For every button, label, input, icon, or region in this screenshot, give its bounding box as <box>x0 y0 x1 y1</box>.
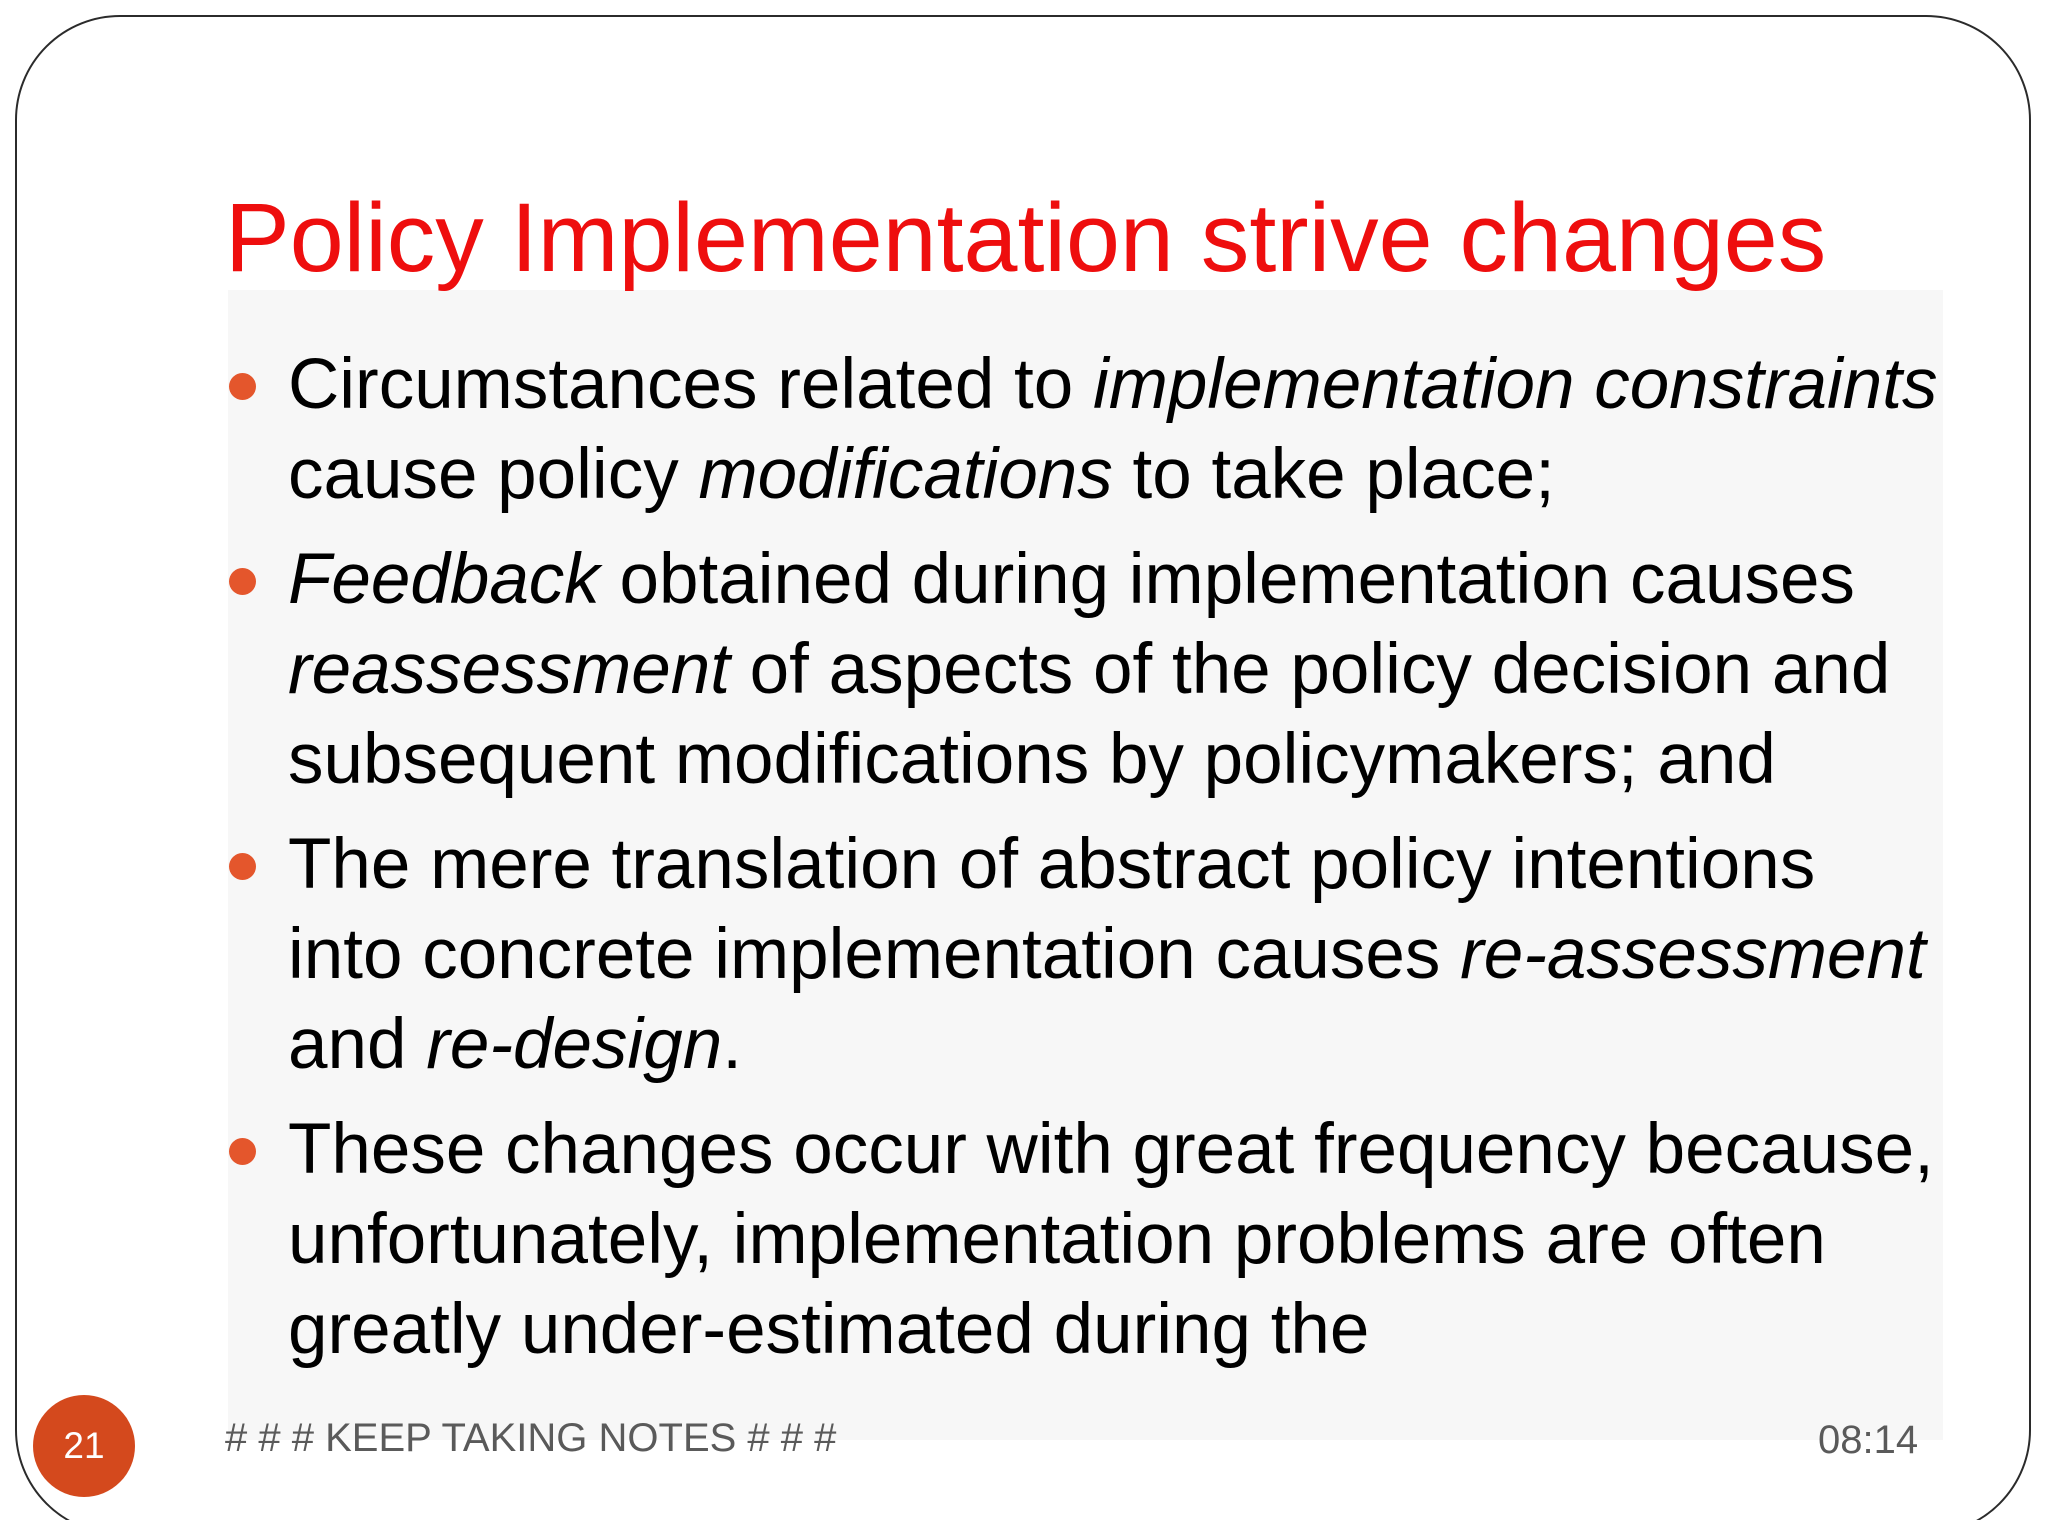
bullet-text: Feedback obtained during implementation causes reassessment of aspects of the policy decision and subsequent modifications by policymakers; and <box>288 540 1891 799</box>
footer-note: # # # KEEP TAKING NOTES # # # <box>225 1416 837 1460</box>
bullet-item-4 <box>225 1105 1945 1375</box>
bullet-list <box>225 340 1945 1390</box>
bullet-icon <box>229 853 256 880</box>
bullet-text: These changes occur with great frequency because, unfortunately, implementation problems are often greatly under-estimated during the <box>288 1110 1934 1369</box>
bullet-icon <box>229 373 256 400</box>
slide-title: Policy Implementation strive changes <box>225 183 1827 292</box>
bullet-icon <box>229 1138 256 1165</box>
bullet-item-2 <box>225 535 1945 805</box>
bullet-text: Circumstances related to implementation constraints cause policy modifications to take place; <box>288 345 1938 514</box>
bullet-text: The mere translation of abstract policy intentions into concrete implementation causes re-assessment and re-design. <box>288 825 1926 1084</box>
bullet-item-1 <box>225 340 1945 520</box>
bottom-edge <box>0 1520 2048 1536</box>
page-number-badge: 21 <box>33 1395 135 1497</box>
slide-time: 08:14 <box>1818 1418 1919 1462</box>
bullet-icon <box>229 568 256 595</box>
bullet-item-3 <box>225 820 1945 1090</box>
